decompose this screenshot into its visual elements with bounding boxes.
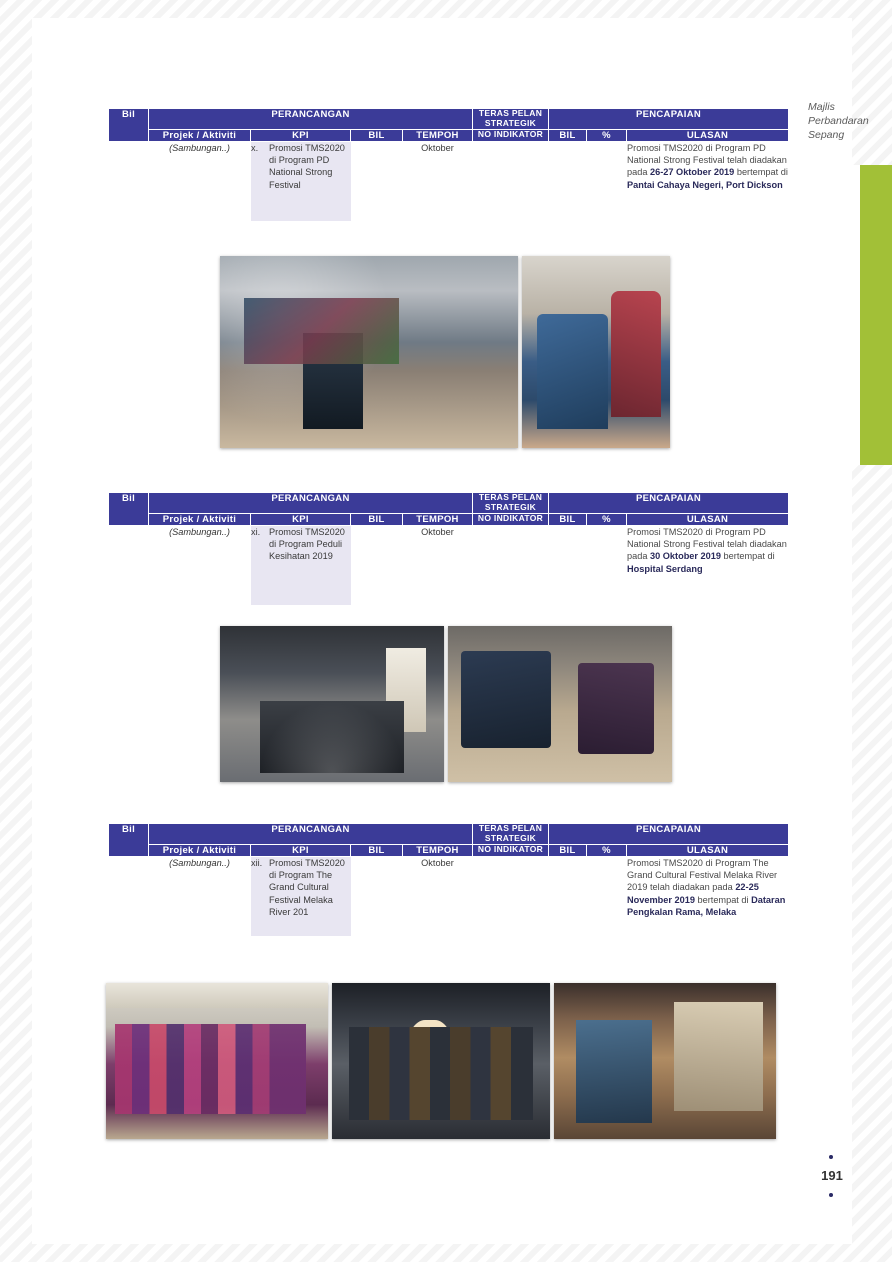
cell-kpi: [251, 525, 351, 604]
header-ulasan: ULASAN: [627, 513, 789, 525]
header-peratus: %: [587, 513, 627, 525]
photo-stall-visitors: [554, 983, 776, 1139]
cell-tempoh: Oktober: [403, 856, 473, 935]
cell-bil-pencapaian: [549, 525, 587, 604]
header-perancangan: PERANCANGAN: [149, 493, 473, 514]
cell-bil-perancangan: [351, 525, 403, 604]
cell-kpi-number: xii.: [251, 857, 263, 868]
table-header-row-bottom: [109, 513, 789, 525]
cell-bil: [109, 856, 149, 935]
header-bil-pencapaian: BIL: [549, 129, 587, 141]
header-perancangan: PERANCANGAN: [149, 824, 473, 845]
table-block-3: [108, 823, 788, 936]
header-peratus: %: [587, 844, 627, 856]
table-header-row-top: [109, 493, 789, 514]
header-pencapaian: PENCAPAIAN: [549, 824, 789, 845]
header-pencapaian: PENCAPAIAN: [549, 109, 789, 130]
header-no-indikator: NO INDIKATOR: [473, 844, 549, 856]
cell-peratus: [587, 525, 627, 604]
cell-no-indikator: [473, 141, 549, 220]
cell-peratus: [587, 856, 627, 935]
planning-table-2: [108, 492, 789, 605]
header-bil-pencapaian: BIL: [549, 513, 587, 525]
table-header-row-top: [109, 109, 789, 130]
section-tab-label: UNIT KORPORAT DAN PERHUBUNGAN AWAM: [817, 185, 829, 445]
cell-tempoh: Oktober: [403, 525, 473, 604]
header-teras-pelan-strategik: TERAS PELAN STRATEGIK: [473, 824, 549, 845]
header-ulasan: ULASAN: [627, 844, 789, 856]
photo-counter-service: [448, 626, 672, 782]
header-tempoh: TEMPOH: [403, 129, 473, 141]
header-bil: Bil: [109, 493, 149, 526]
header-bil-perancangan: BIL: [351, 129, 403, 141]
cell-kpi: [251, 141, 351, 220]
header-peratus: %: [587, 129, 627, 141]
cell-no-indikator: [473, 525, 549, 604]
header-bil-perancangan: BIL: [351, 844, 403, 856]
cell-bil-pencapaian: [549, 141, 587, 220]
planning-table-1: [108, 108, 789, 221]
photo-strip-2: [220, 626, 672, 782]
header-ulasan: ULASAN: [627, 129, 789, 141]
cell-kpi-text: Promosi TMS2020 di Program PD National Strong Festival: [269, 142, 345, 190]
cell-projek: (Sambungan..): [149, 525, 251, 604]
header-teras-pelan-strategik: TERAS PELAN STRATEGIK: [473, 109, 549, 130]
header-teras-pelan-strategik: TERAS PELAN STRATEGIK: [473, 493, 549, 514]
cell-bil: [109, 141, 149, 220]
decorative-dot-bottom: [829, 1193, 833, 1197]
header-projek-aktiviti: Projek / Aktiviti: [149, 844, 251, 856]
table-row: [109, 525, 789, 604]
section-tab: [846, 165, 892, 465]
table-block-2: [108, 492, 788, 605]
decorative-dot-top: [829, 1155, 833, 1159]
photo-mascot-group: [332, 983, 550, 1139]
photo-booth-promotion: [220, 256, 518, 448]
cell-bil-perancangan: [351, 856, 403, 935]
header-tempoh: TEMPOH: [403, 513, 473, 525]
cell-bil-perancangan: [351, 141, 403, 220]
section-tab-fill: [860, 165, 892, 465]
cell-kpi-number: xi.: [251, 526, 261, 537]
planning-table-3: [108, 823, 789, 936]
header-no-indikator: NO INDIKATOR: [473, 129, 549, 141]
photo-hospital-lobby-exhibition: [220, 626, 444, 782]
photo-visitor-signing: [522, 256, 670, 448]
header-bil-perancangan: BIL: [351, 513, 403, 525]
header-kpi: KPI: [251, 129, 351, 141]
cell-bil: [109, 525, 149, 604]
header-bil-pencapaian: BIL: [549, 844, 587, 856]
cell-kpi-number: x.: [251, 142, 259, 153]
cell-kpi: [251, 856, 351, 935]
page-number: 191: [821, 1168, 843, 1183]
photo-strip-1: [220, 256, 670, 448]
header-projek-aktiviti: Projek / Aktiviti: [149, 513, 251, 525]
header-bil: Bil: [109, 824, 149, 857]
cell-projek: (Sambungan..): [149, 856, 251, 935]
header-perancangan: PERANCANGAN: [149, 109, 473, 130]
header-tempoh: TEMPOH: [403, 844, 473, 856]
header-kpi: KPI: [251, 513, 351, 525]
header-kpi: KPI: [251, 844, 351, 856]
cell-tempoh: Oktober: [403, 141, 473, 220]
table-row: [109, 141, 789, 220]
cell-no-indikator: [473, 856, 549, 935]
table-header-row-bottom: [109, 129, 789, 141]
cell-ulasan: Promosi TMS2020 di Program PD National Strong Festival telah diadakan pada 26-27 Oktober 2019 bertempat di Pantai Cahaya Negeri, Port Dickson: [627, 141, 789, 220]
table-header-row-top: [109, 824, 789, 845]
header-projek-aktiviti: Projek / Aktiviti: [149, 129, 251, 141]
photo-group-booth-visit: [106, 983, 328, 1139]
organisation-name: Majlis Perbandaran Sepang: [808, 101, 869, 142]
header-no-indikator: NO INDIKATOR: [473, 513, 549, 525]
cell-kpi-text: Promosi TMS2020 di Program The Grand Cultural Festival Melaka River 201: [269, 857, 345, 918]
table-row: [109, 856, 789, 935]
table-header-row-bottom: [109, 844, 789, 856]
cell-projek: (Sambungan..): [149, 141, 251, 220]
cell-ulasan: Promosi TMS2020 di Program PD National Strong Festival telah diadakan pada 30 Oktober 2019 bertempat di Hospital Serdang: [627, 525, 789, 604]
cell-peratus: [587, 141, 627, 220]
header-pencapaian: PENCAPAIAN: [549, 493, 789, 514]
table-block-1: [108, 108, 788, 221]
cell-kpi-text: Promosi TMS2020 di Program Peduli Kesihatan 2019: [269, 526, 345, 562]
cell-ulasan: Promosi TMS2020 di Program The Grand Cultural Festival Melaka River 2019 telah diadakan pada 22-25 November 2019 bertempat di Dataran Pengkalan Rama, Melaka: [627, 856, 789, 935]
cell-bil-pencapaian: [549, 856, 587, 935]
photo-strip-3: [106, 983, 776, 1139]
header-bil: Bil: [109, 109, 149, 142]
